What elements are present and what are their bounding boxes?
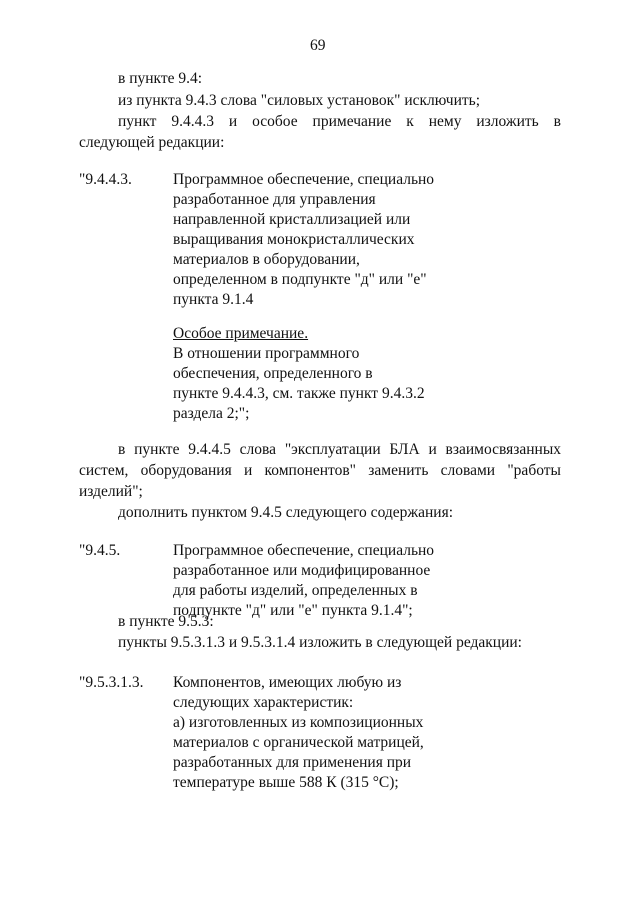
text-line: В отношении программного <box>173 345 360 362</box>
text-line: пункте 9.4.4.3, см. также пункт 9.4.3.2 <box>173 385 425 402</box>
intro-line-3: пункт 9.4.4.3 и особое примечание к нему изложить в <box>118 113 561 130</box>
intro-line-4: следующей редакции: <box>79 134 225 151</box>
item-number: "9.4.4.3. <box>79 171 132 188</box>
para-line-1: в пункте 9.4.4.5 слова "эксплуатации БЛА и взаимосвязанных <box>118 441 561 458</box>
para-line-4: дополнить пунктом 9.4.5 следующего содержания: <box>118 504 453 521</box>
para-line-3: изделий"; <box>79 483 143 500</box>
page-number: 69 <box>310 37 326 54</box>
item-number: "9.4.5. <box>79 542 121 559</box>
intro-line-2: из пункта 9.4.3 слова "силовых установок" исключить; <box>118 92 481 109</box>
special-note <box>173 324 425 424</box>
intro-line-1: в пункте 9.4: <box>118 70 203 87</box>
text-line: обеспечения, определенного в <box>173 365 373 382</box>
text-line: пункта 9.1.4 <box>173 291 254 308</box>
text-line: следующих характеристик: <box>173 694 354 711</box>
text-line: для работы изделий, определенных в <box>173 582 418 599</box>
item-text <box>173 673 424 793</box>
text-line: разработанных для применения при <box>173 754 412 771</box>
text-line: материалов в оборудовании, <box>173 251 360 268</box>
text-line: разработанное или модифицированное <box>173 562 431 579</box>
text-line: Программное обеспечение, специально <box>173 542 435 559</box>
item-text <box>173 541 434 621</box>
text-line: а) изготовленных из композиционных <box>173 714 424 731</box>
note-title: Особое примечание. <box>173 325 309 342</box>
para-953-line-2: пункты 9.5.3.1.3 и 9.5.3.1.4 изложить в следующей редакции: <box>118 634 522 651</box>
text-line: направленной кристаллизацией или <box>173 211 411 228</box>
text-line: разработанное для управления <box>173 191 376 208</box>
item-number: "9.5.3.1.3. <box>79 674 144 691</box>
text-line: подпункте "д" или "е" пункта 9.1.4"; <box>173 602 413 619</box>
text-line: материалов с органической матрицей, <box>173 734 424 751</box>
text-line: температуре выше 588 К (315 °C); <box>173 774 399 791</box>
text-line: выращивания монокристаллических <box>173 231 415 248</box>
text-line: раздела 2;"; <box>173 405 250 422</box>
para-953-line-1: в пункте 9.5.3: <box>118 613 214 630</box>
item-text <box>173 170 434 310</box>
text-line: Компонентов, имеющих любую из <box>173 674 402 691</box>
text-line: Программное обеспечение, специально <box>173 171 435 188</box>
text-line: определенном в подпункте "д" или "е" <box>173 271 427 288</box>
para-line-2: систем, оборудования и компонентов" заменить словами "работы <box>79 462 561 479</box>
